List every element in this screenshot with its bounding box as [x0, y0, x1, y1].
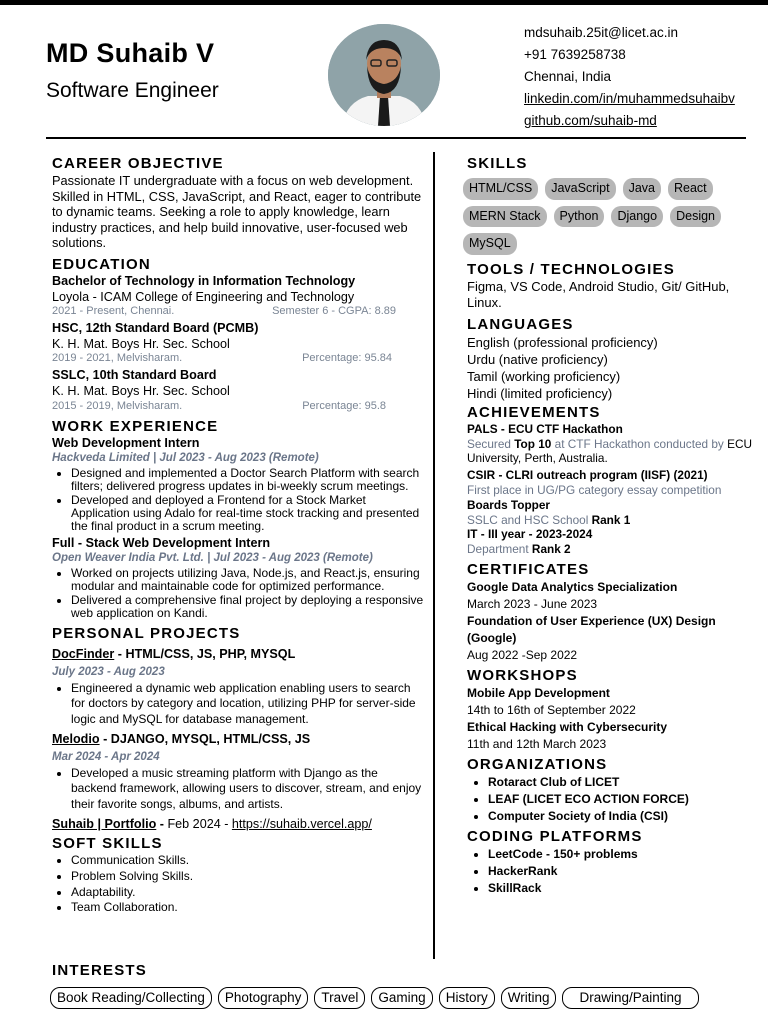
certificate-date: Aug 2022 -Sep 2022: [467, 647, 578, 662]
school-name: Loyola - ICAM College of Engineering and Technology: [52, 289, 355, 304]
tools-text: Figma, VS Code, Android Studio, Git/ GitHub, Linux.: [467, 278, 730, 311]
edu-score: Semester 6 - CGPA: 8.89: [272, 305, 396, 318]
soft-skill-item: • Team Collaboration.: [71, 900, 424, 916]
interest-chip: Book Reading/Collecting: [50, 987, 212, 1009]
project-name[interactable]: DocFinder: [52, 646, 115, 661]
school-name: K. H. Mat. Boys Hr. Sec. School: [52, 336, 230, 351]
edu-date: 2021 - Present, Chennai.: [52, 305, 175, 318]
edu-date: 2019 - 2021, Melvisharam.: [52, 352, 183, 365]
achievement-title: Boards Topper: [467, 497, 551, 512]
projects-heading: PERSONAL PROJECTS: [52, 624, 241, 642]
certificates-heading: CERTIFICATES: [467, 560, 590, 578]
coding-platform-item: • SkillRack: [488, 880, 757, 897]
project-item: [52, 732, 424, 813]
certificate-title: Google Data Analytics Specialization: [467, 579, 678, 594]
project-bullet: • Engineered a dynamic web application enabling users to search for doctors by category and location, utilizing PHP for server-side logic and MySQL for database management.: [71, 681, 424, 728]
phone-text: +91 7639258738: [524, 47, 626, 62]
project-date: Mar 2024 - Apr 2024: [52, 751, 160, 764]
work-item: [52, 436, 424, 534]
career-heading: CAREER OBJECTIVE: [52, 155, 224, 172]
person-avatar-icon: [328, 24, 440, 126]
skill-chip: HTML/CSS: [463, 178, 538, 200]
profile-photo: [328, 24, 440, 126]
skill-chip: Design: [670, 206, 721, 228]
skill-chip: JavaScript: [545, 178, 615, 200]
achievement-title: IT - III year - 2023-2024: [467, 527, 593, 542]
work-title: Full - Stack Web Development Intern: [52, 535, 271, 550]
education-item: [52, 368, 424, 412]
header-divider: [46, 137, 746, 139]
degree-title: SSLC, 10th Standard Board: [52, 368, 217, 383]
organizations-heading: ORGANIZATIONS: [467, 755, 608, 773]
work-bullet: • Worked on projects utilizing Java, Node.js, and React.js, ensuring modular and maintainable code for optimized performance.: [71, 567, 424, 594]
language-item: Urdu (native proficiency): [467, 351, 608, 367]
workshops-heading: WORKSHOPS: [467, 666, 578, 684]
work-heading: WORK EXPERIENCE: [52, 417, 219, 435]
portfolio-name[interactable]: Suhaib | Portfolio: [52, 816, 157, 831]
project-item: [52, 647, 424, 728]
organization-item: • Rotaract Club of LICET: [488, 774, 757, 791]
skill-chip: Python: [554, 206, 605, 228]
portfolio-separator: -: [156, 816, 168, 831]
workshop-date: 14th to 16th of September 2022: [467, 702, 636, 717]
coding-platform-item: • LeetCode - 150+ problems: [488, 846, 757, 863]
edu-score: Percentage: 95.84: [302, 352, 392, 365]
interest-chip: Gaming: [371, 987, 432, 1009]
workshop-title: Mobile App Development: [467, 685, 610, 700]
achievements-heading: ACHIEVEMENTS: [467, 403, 601, 421]
achievement-text: SSLC and HSC School Rank 1: [467, 512, 631, 527]
coding-platform-item: • HackerRank: [488, 863, 757, 880]
interest-chip: Photography: [218, 987, 309, 1009]
interest-chip: Writing: [501, 987, 557, 1009]
skill-chip: MySQL: [463, 233, 517, 255]
candidate-name: MD Suhaib V: [46, 38, 215, 68]
soft-skills-heading: SOFT SKILLS: [52, 835, 163, 853]
interest-chip: History: [439, 987, 495, 1009]
certificate-title: Foundation of User Experience (UX) Design (Google): [467, 613, 716, 645]
degree-title: HSC, 12th Standard Board (PCMB): [52, 321, 259, 336]
skill-chip: Java: [623, 178, 661, 200]
achievement-text: First place in UG/PG category essay competition: [467, 482, 722, 497]
skills-heading: SKILLS: [467, 155, 528, 172]
soft-skill-item: • Adaptability.: [71, 885, 424, 901]
project-name[interactable]: Melodio: [52, 731, 100, 746]
work-title: Web Development Intern: [52, 435, 200, 450]
achievement-title: PALS - ECU CTF Hackathon: [467, 421, 623, 436]
coding-heading: CODING PLATFORMS: [467, 827, 643, 845]
project-stack: - DJANGO, MYSQL, HTML/CSS, JS: [99, 731, 311, 746]
top-bar: [0, 0, 768, 5]
interests-heading: INTERESTS: [52, 962, 147, 979]
work-bullet: • Developed and deployed a Frontend for a Stock Market Application using Adalo for real-time stock tracking and presented the final product in a scrum meeting.: [71, 494, 424, 534]
soft-skill-item: • Problem Solving Skills.: [71, 869, 424, 885]
project-bullet: • Developed a music streaming platform with Django as the backend framework, allowing users to discover, stream, and enjoy their favorite songs, albums, and artists.: [71, 766, 424, 813]
organization-item: • LEAF (LICET ECO ACTION FORCE): [488, 791, 757, 808]
github-link[interactable]: github.com/suhaib-md: [524, 113, 657, 128]
portfolio-link[interactable]: https://suhaib.vercel.app/: [231, 816, 372, 831]
work-bullet: • Delivered a comprehensive final project by deploying a responsive web application on Kandi.: [71, 594, 424, 621]
edu-date: 2015 - 2019, Melvisharam.: [52, 399, 183, 412]
interest-chip: Drawing/Painting: [562, 987, 698, 1009]
education-item: [52, 274, 424, 318]
interests-list: [50, 987, 699, 1009]
column-divider: [433, 152, 435, 959]
contact-block: [524, 22, 735, 132]
portfolio-line: [52, 817, 424, 833]
interest-chip: Travel: [314, 987, 365, 1009]
portfolio-date: Feb 2024 -: [167, 816, 232, 831]
degree-title: Bachelor of Technology in Information Technology: [52, 273, 356, 288]
work-item: [52, 536, 424, 621]
project-date: July 2023 - Aug 2023: [52, 666, 165, 679]
education-item: [52, 321, 424, 365]
work-bullet: • Designed and implemented a Doctor Search Platform with search filters; delivered progress updates in bi-weekly scrum meetings.: [71, 467, 424, 494]
workshop-title: Ethical Hacking with Cybersecurity: [467, 719, 668, 734]
right-column: [467, 152, 757, 897]
language-item: English (professional proficiency): [467, 334, 658, 350]
achievement-text: Secured Top 10 at CTF Hackathon conducted by ECU University, Perth, Australia.: [467, 436, 753, 466]
workshop-date: 11th and 12th March 2023: [467, 736, 607, 751]
skill-chip: Django: [611, 206, 663, 228]
education-heading: EDUCATION: [52, 255, 151, 273]
soft-skill-item: • Communication Skills.: [71, 853, 424, 869]
skills-list: [463, 178, 757, 255]
linkedin-link[interactable]: linkedin.com/in/muhammedsuhaibv: [524, 91, 735, 106]
language-item: Hindi (limited proficiency): [467, 385, 613, 401]
work-org: Open Weaver India Pvt. Ltd. | Jul 2023 - Aug 2023 (Remote): [52, 552, 373, 565]
languages-heading: LANGUAGES: [467, 315, 574, 333]
tools-heading: TOOLS / TECHNOLOGIES: [467, 260, 675, 278]
language-item: Tamil (working proficiency): [467, 368, 621, 384]
skill-chip: MERN Stack: [463, 206, 547, 228]
school-name: K. H. Mat. Boys Hr. Sec. School: [52, 383, 230, 398]
email-text[interactable]: mdsuhaib.25it@licet.ac.in: [524, 25, 679, 40]
edu-score: Percentage: 95.8: [302, 399, 386, 412]
organization-item: • Computer Society of India (CSI): [488, 808, 757, 825]
career-text: Passionate IT undergraduate with a focus on web development. Skilled in HTML, CSS, JavaScript, and React, eager to contribute to dynamic teams. Seeking a role to apply knowledge, learn industry practices, and help build innovative, user-focused web solutions.: [52, 173, 422, 251]
left-column: [52, 152, 424, 916]
achievement-title: CSIR - CLRI outreach program (IISF) (2021): [467, 468, 708, 483]
location-text: Chennai, India: [524, 69, 612, 84]
achievement-text: Department Rank 2: [467, 542, 571, 557]
project-stack: - HTML/CSS, JS, PHP, MYSQL: [114, 646, 296, 661]
certificate-date: March 2023 - June 2023: [467, 596, 598, 611]
skill-chip: React: [668, 178, 713, 200]
work-org: Hackveda Limited | Jul 2023 - Aug 2023 (Remote): [52, 452, 319, 465]
candidate-role: Software Engineer: [46, 79, 219, 102]
